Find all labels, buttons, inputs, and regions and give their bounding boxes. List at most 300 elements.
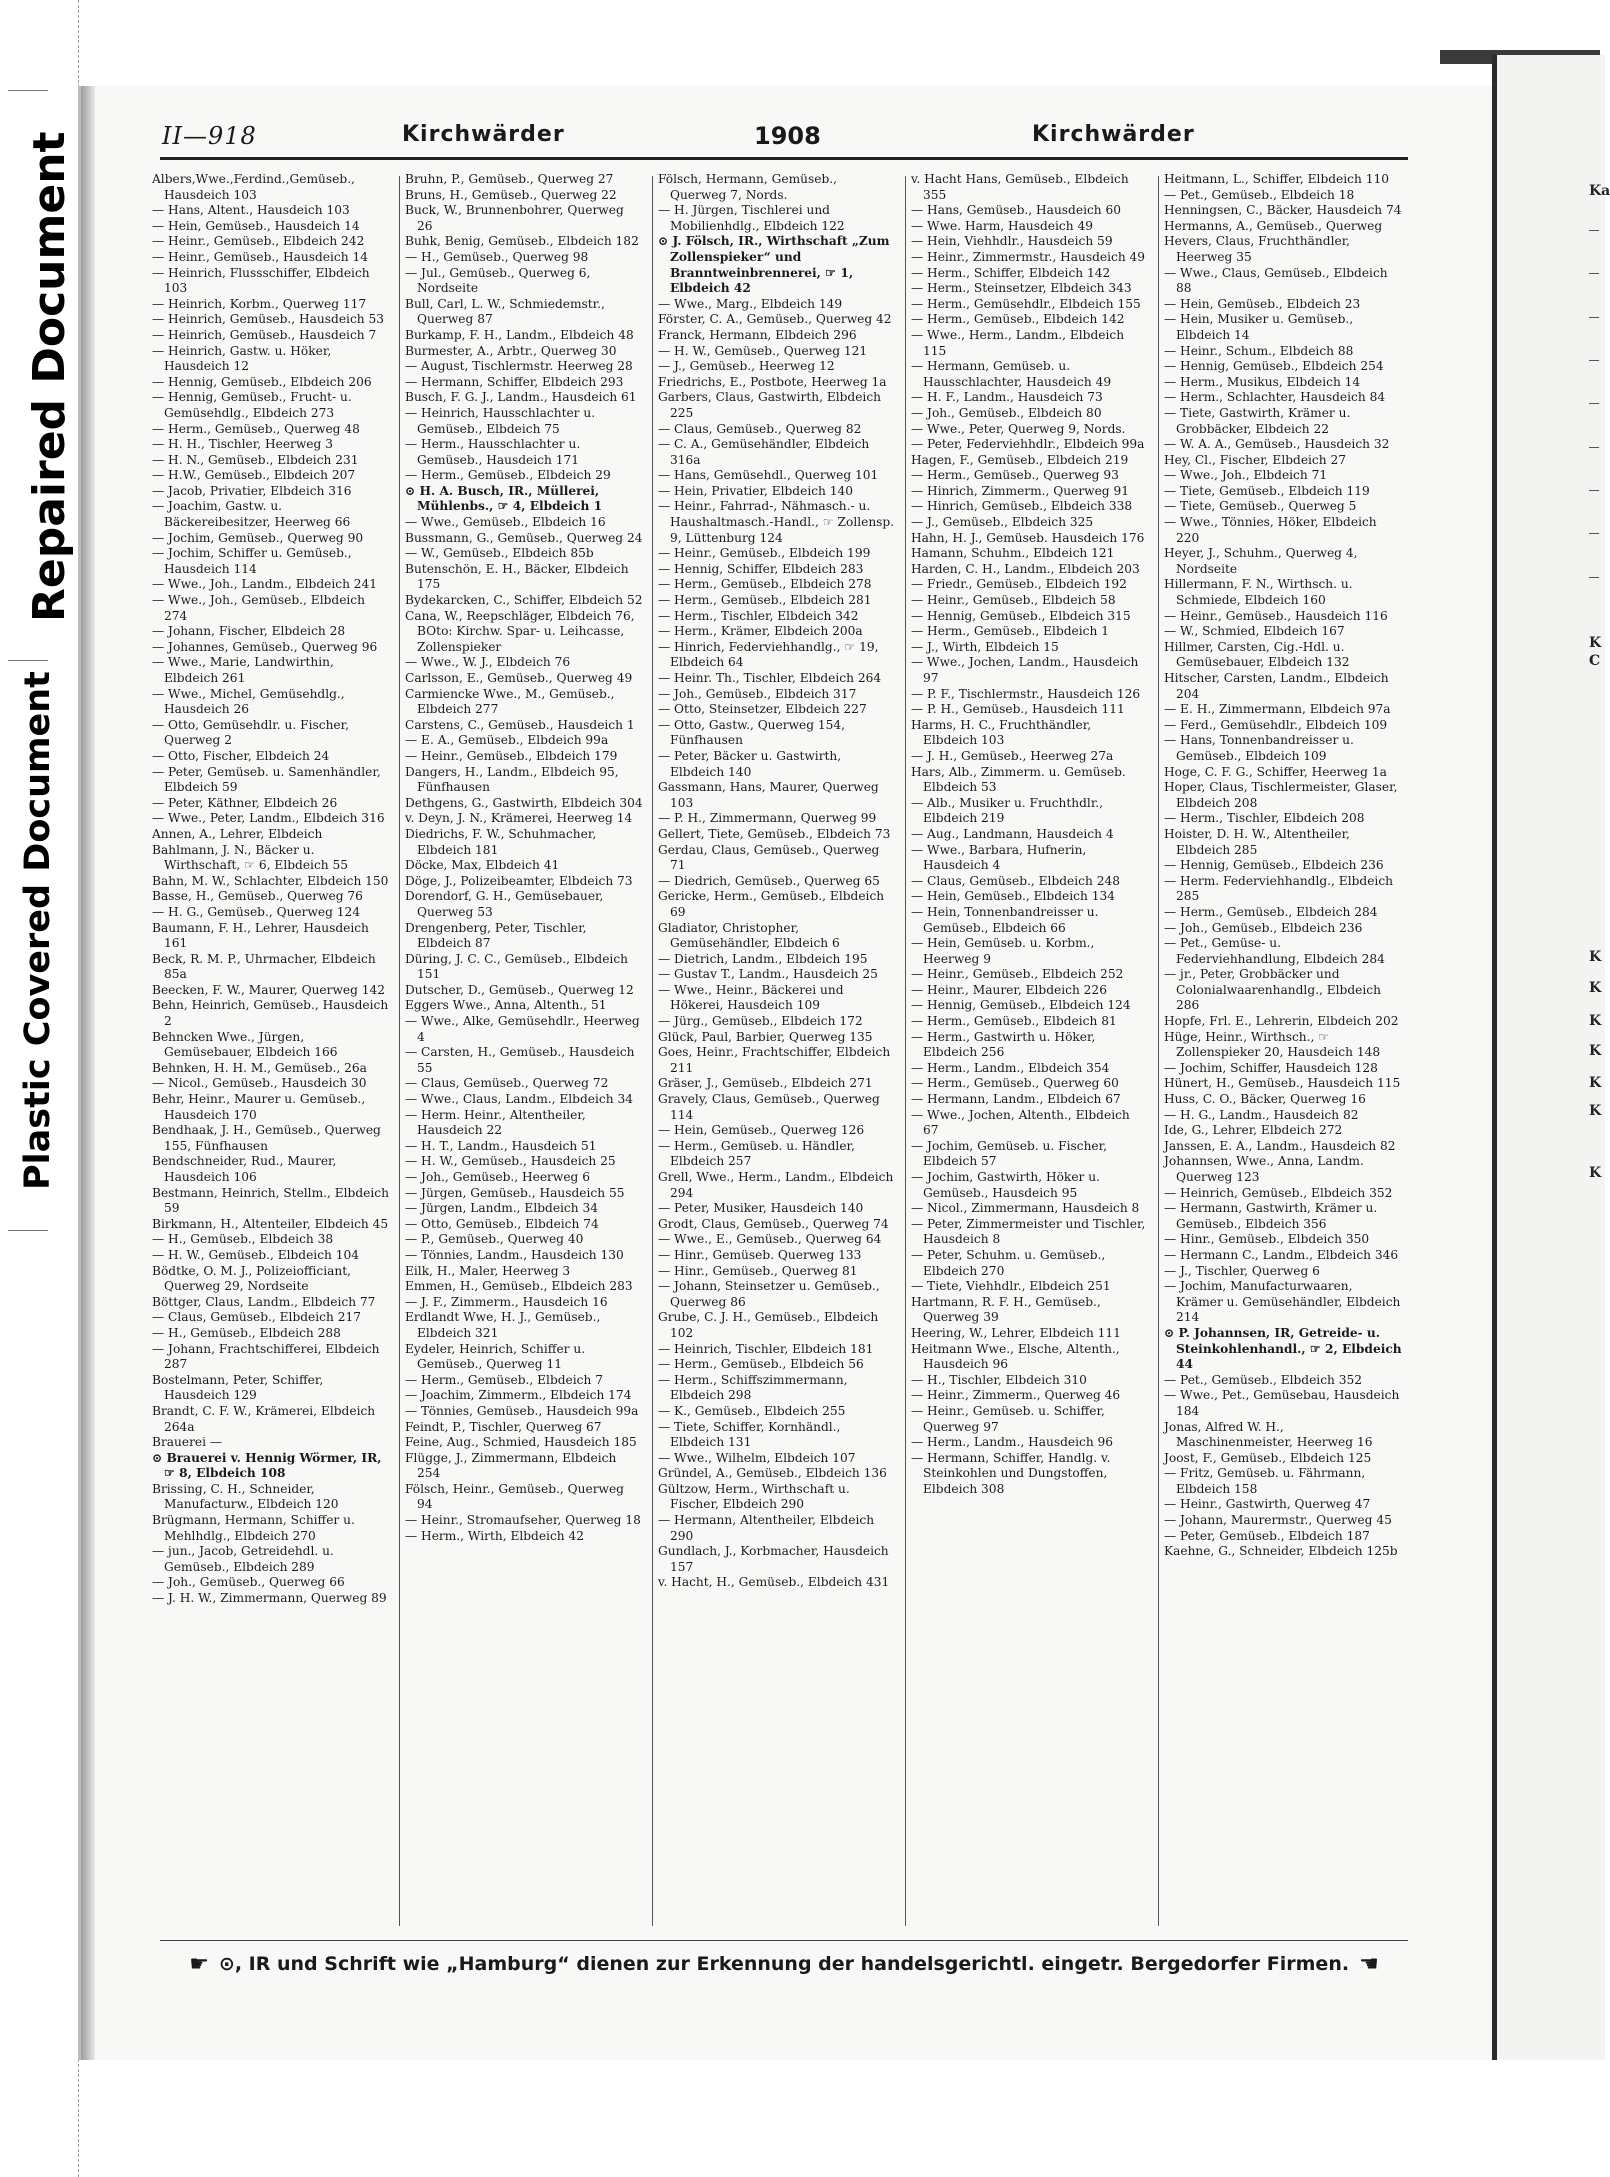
directory-entry: Goes, Heinr., Frachtschiffer, Elbdeich 211: [658, 1045, 891, 1075]
neighbor-dash: [1589, 403, 1599, 404]
directory-entry: — Hein, Musiker u. Gemüseb., Elbdeich 14: [1164, 312, 1354, 342]
directory-entry: Gerdau, Claus, Gemüseb., Querweg 71: [658, 842, 880, 873]
directory-entry: — Herm., Schiffer, Elbdeich 142: [911, 265, 1111, 280]
directory-entry: Buhk, Benig, Gemüseb., Elbdeich 182: [405, 234, 639, 249]
directory-entry: Gericke, Herm., Gemüseb., Elbdeich 69: [658, 889, 885, 919]
directory-entry: Gassmann, Hans, Maurer, Querweg 103: [658, 780, 879, 810]
directory-entry: Düring, J. C. C., Gemüseb., Elbdeich 151: [405, 951, 629, 982]
directory-entry: Buck, W., Brunnenbohrer, Querweg 26: [405, 203, 624, 233]
directory-entry: Gründel, A., Gemüseb., Elbdeich 136: [658, 1466, 887, 1481]
directory-entry: — Hans, Gemüseb., Hausdeich 60: [911, 203, 1122, 218]
directory-entry: Baumann, F. H., Lehrer, Hausdeich 161: [152, 920, 369, 951]
directory-entry: Ide, G., Lehrer, Elbdeich 272: [1164, 1123, 1343, 1138]
directory-entry: Beecken, F. W., Maurer, Querweg 142: [152, 982, 386, 997]
directory-entry: — Herm., Krämer, Elbdeich 200a: [658, 624, 863, 639]
directory-entry: — Herm., Gemüseb., Elbdeich 142: [911, 312, 1125, 327]
directory-entry: Heyer, J., Schuhm., Querweg 4, Nordseite: [1164, 546, 1358, 576]
directory-entry: Carmiencke Wwe., M., Gemüseb., Elbdeich 277: [405, 686, 615, 717]
directory-entry: — Hennig, Gemüseb., Elbdeich 206: [152, 374, 372, 389]
directory-entry: — Hennig, Gemüseb., Elbdeich 124: [911, 998, 1131, 1013]
directory-entry: — Heinrich, Gemüseb., Hausdeich 53: [152, 312, 385, 327]
directory-entry: — Jochim, Schiffer, Hausdeich 128: [1164, 1060, 1378, 1075]
directory-entry: v. Deyn, J. N., Krämerei, Heerweg 14: [405, 811, 633, 826]
directory-entry: — Herm., Gastwirth u. Höker, Elbdeich 256: [911, 1029, 1096, 1060]
directory-entry: Garbers, Claus, Gastwirth, Elbdeich 225: [658, 390, 881, 420]
directory-entry: Heitmann Wwe., Elsche, Altenth., Hausdeich 96: [911, 1341, 1120, 1372]
directory-entry: Dutscher, D., Gemüseb., Querweg 12: [405, 982, 634, 997]
directory-entry: — Hennig, Gemüseb., Elbdeich 254: [1164, 359, 1384, 374]
directory-entry: — H., Tischler, Elbdeich 310: [911, 1372, 1087, 1387]
directory-entry: — C. A., Gemüsehändler, Elbdeich 316a: [658, 437, 870, 467]
directory-entry: — Hermann, Landm., Elbdeich 67: [911, 1092, 1121, 1107]
directory-entry: — Herm., Gemüseb., Elbdeich 7: [405, 1372, 603, 1387]
directory-entry: Beck, R. M. P., Uhrmacher, Elbdeich 85a: [152, 951, 376, 982]
directory-entry: — Claus, Gemüseb., Querweg 72: [405, 1076, 609, 1091]
directory-entry: Bostelmann, Peter, Schiffer, Hausdeich 129: [152, 1372, 324, 1403]
header-place-left: Kirchwärder: [402, 122, 565, 147]
directory-entry: — Hein, Gemüseb., Querweg 126: [658, 1123, 865, 1138]
directory-entry: — P. F., Tischlermstr., Hausdeich 126: [911, 686, 1141, 701]
directory-entry: — Heinr., Stromaufseher, Querweg 18: [405, 1513, 641, 1528]
directory-entry: — P., Gemüseb., Querweg 40: [405, 1232, 584, 1247]
directory-entry: — E. H., Zimmermann, Elbdeich 97a: [1164, 702, 1391, 717]
directory-entry: Grodt, Claus, Gemüseb., Querweg 74: [658, 1216, 889, 1231]
directory-entry: Glück, Paul, Barbier, Querweg 135: [658, 1029, 873, 1044]
directory-entry: Eilk, H., Maler, Heerweg 3: [405, 1263, 571, 1278]
directory-entry: — Joachim, Gastw. u. Bäckereibesitzer, Heerweg 66: [152, 499, 351, 530]
neighbor-dash: [1589, 273, 1599, 274]
directory-entry: — Otto, Gemüseb., Elbdeich 74: [405, 1216, 599, 1231]
directory-entry: — Johann, Maurermstr., Querweg 45: [1164, 1513, 1392, 1528]
directory-entry: — Joachim, Zimmerm., Elbdeich 174: [405, 1388, 632, 1403]
directory-entry: — Heinr., Fahrrad-, Nähmasch.- u. Haushaltmasch.-Handl., ☞ Zollensp. 9, Lüttenburg 124: [658, 499, 895, 545]
directory-entry: — Heinr., Gemüseb., Elbdeich 252: [911, 967, 1124, 982]
header-rule: [160, 157, 1408, 160]
directory-column-1: [152, 172, 390, 1932]
column-divider: [652, 176, 653, 1926]
directory-entry: Dorendorf, G. H., Gemüsebauer, Querweg 53: [405, 889, 604, 919]
repaired-document-label: Repaired Document: [24, 131, 75, 622]
directory-entry: — Wwe., Marg., Elbdeich 149: [658, 296, 843, 311]
directory-entry: Brauerei —: [152, 1435, 223, 1450]
directory-entry: Heitmann, L., Schiffer, Elbdeich 110: [1164, 172, 1389, 186]
page-header: [162, 122, 1407, 156]
directory-entry: Annen, A., Lehrer, Elbdeich: [152, 826, 323, 841]
directory-entry: — Hinr., Gemüseb., Querweg 81: [658, 1263, 858, 1278]
directory-column-2: [405, 172, 643, 1932]
directory-entry: — J., Tischler, Querweg 6: [1164, 1263, 1320, 1278]
directory-entry: — Herm., Schlachter, Hausdeich 84: [1164, 390, 1386, 405]
directory-entry: Hitscher, Carsten, Landm., Elbdeich 204: [1164, 671, 1389, 701]
directory-entry: — Tiete, Gemüseb., Querweg 5: [1164, 499, 1357, 514]
directory-entry: Brandt, C. F. W., Krämerei, Elbdeich 264a: [152, 1403, 376, 1434]
directory-entry: Hillermann, F. N., Wirthsch. u. Schmiede, Elbdeich 160: [1164, 577, 1353, 608]
directory-entry: — Heinr., Maurer, Elbdeich 226: [911, 982, 1107, 997]
directory-entry: Emmen, H., Gemüseb., Elbdeich 283: [405, 1279, 633, 1294]
directory-entry: — Jürgen, Landm., Elbdeich 34: [405, 1201, 598, 1216]
directory-entry: Bahn, M. W., Schlachter, Elbdeich 150: [152, 873, 389, 888]
directory-entry: — Herm., Musikus, Elbdeich 14: [1164, 374, 1361, 389]
directory-entry: Drengenberg, Peter, Tischler, Elbdeich 87: [405, 920, 587, 951]
directory-entry: — Otto, Gemüsehdlr. u. Fischer, Querweg 2: [152, 717, 349, 748]
directory-entry: — Heinrich, Flussschiffer, Elbdeich 103: [152, 265, 370, 296]
directory-entry: — Nicol., Gemüseb., Hausdeich 30: [152, 1076, 367, 1091]
directory-entry: Bahlmann, J. N., Bäcker u. Wirthschaft, ☞ 6, Elbdeich 55: [152, 842, 349, 873]
directory-entry: — J. H., Gemüseb., Heerweg 27a: [911, 748, 1114, 763]
directory-entry: — Tiete, Gemüseb., Elbdeich 119: [1164, 483, 1370, 498]
directory-entry: Fölsch, Heinr., Gemüseb., Querweg 94: [405, 1481, 624, 1512]
neighbor-dash: [1589, 490, 1599, 491]
directory-entry: Bruhn, P., Gemüseb., Querweg 27: [405, 172, 614, 186]
directory-entry: — Jacob, Privatier, Elbdeich 316: [152, 483, 352, 498]
neighbor-letter: K: [1589, 1013, 1602, 1029]
directory-entry: Eydeler, Heinrich, Schiffer u. Gemüseb., Querweg 11: [405, 1341, 586, 1372]
directory-entry: — Hermann, Gemüseb. u. Hausschlachter, Hausdeich 49: [911, 359, 1112, 389]
directory-entry: — Claus, Gemüseb., Elbdeich 248: [911, 873, 1120, 888]
directory-entry: — Wwe., Barbara, Hufnerin, Hausdeich 4: [911, 842, 1087, 873]
directory-entry: — H. F., Landm., Hausdeich 73: [911, 390, 1103, 405]
directory-entry: — H. T., Landm., Hausdeich 51: [405, 1138, 597, 1153]
directory-entry: Döcke, Max, Elbdeich 41: [405, 858, 560, 873]
directory-entry: Gellert, Tiete, Gemüseb., Elbdeich 73: [658, 826, 891, 841]
directory-entry: — Wwe., Peter, Querweg 9, Nords.: [911, 421, 1126, 436]
directory-entry: — Wwe., Joh., Elbdeich 71: [1164, 468, 1328, 483]
directory-entry: — August, Tischlermstr. Heerweg 28: [405, 359, 633, 374]
directory-entry: — Hein, Privatier, Elbdeich 140: [658, 483, 854, 498]
directory-entry: Bödtke, O. M. J., Polizeiofficiant, Querweg 29, Nordseite: [152, 1263, 352, 1294]
directory-entry: Döge, J., Polizeibeamter, Elbdeich 73: [405, 873, 633, 888]
directory-entry: — jun., Jacob, Getreidehdl. u. Gemüseb., Elbdeich 289: [152, 1544, 334, 1574]
directory-entry: — Heinr., Zimmerm., Querweg 46: [911, 1388, 1121, 1403]
directory-entry: — Hermann C., Landm., Elbdeich 346: [1164, 1247, 1399, 1262]
directory-entry: Hopfe, Frl. E., Lehrerin, Elbdeich 202: [1164, 1014, 1399, 1029]
directory-entry: — Pet., Gemüseb., Elbdeich 18: [1164, 187, 1355, 202]
directory-entry: Cana, W., Reepschläger, Elbdeich 76, BOto: Kirchw. Spar- u. Leihcasse, Zollenspieker: [405, 608, 635, 654]
directory-entry: — Herm., Gemüseb., Querweg 48: [152, 421, 360, 436]
directory-entry: — Hinrich, Gemüseb., Elbdeich 338: [911, 499, 1133, 514]
directory-entry: — Tiete, Viehhdlr., Elbdeich 251: [911, 1279, 1111, 1294]
directory-entry: — Hein, Viehhdlr., Hausdeich 59: [911, 234, 1113, 249]
directory-entry: — Wwe., Tönnies, Höker, Elbdeich 220: [1164, 515, 1377, 545]
directory-entry: Friedrichs, E., Postbote, Heerweg 1a: [658, 374, 887, 389]
directory-entry: — Herm., Hausschlachter u. Gemüseb., Hausdeich 171: [405, 437, 581, 467]
directory-entry: — Hennig, Schiffer, Elbdeich 283: [658, 561, 864, 576]
directory-entry: Bendhaak, J. H., Gemüseb., Querweg 155, Fünfhausen: [152, 1123, 381, 1153]
directory-entry: Hahn, H. J., Gemüseb. Hausdeich 176: [911, 530, 1145, 545]
directory-entry: Birkmann, H., Altenteiler, Elbdeich 45: [152, 1216, 389, 1231]
directory-entry: — Wwe., Wilhelm, Elbdeich 107: [658, 1450, 856, 1465]
neighbor-letter: K: [1589, 1165, 1602, 1181]
directory-entry: — Heinrich, Gemüseb., Hausdeich 7: [152, 327, 377, 342]
directory-entry: — Heinr., Zimmermstr., Hausdeich 49: [911, 249, 1146, 264]
directory-entry: — K., Gemüseb., Elbdeich 255: [658, 1403, 846, 1418]
directory-entry: — Peter, Musiker, Hausdeich 140: [658, 1201, 864, 1216]
directory-entry: — Wwe., Joh., Landm., Elbdeich 241: [152, 577, 378, 592]
directory-entry: — Heinr., Gemüseb., Elbdeich 179: [405, 748, 618, 763]
directory-entry: — H. Jürgen, Tischlerei und Mobilienhdlg., Elbdeich 122: [658, 203, 845, 233]
directory-column-3: [658, 172, 896, 1932]
directory-entry: — Otto, Fischer, Elbdeich 24: [152, 748, 330, 763]
directory-entry: — Heinr., Gemüseb. u. Schiffer, Querweg 97: [911, 1403, 1105, 1434]
margin-tick: [8, 90, 48, 91]
directory-entry: Hartmann, R. F. H., Gemüseb., Querweg 39: [911, 1294, 1101, 1325]
directory-entry: Hillmer, Carsten, Cig.-Hdl. u. Gemüsebauer, Elbdeich 132: [1164, 639, 1350, 670]
margin-tick: [8, 660, 48, 661]
directory-entry: — E. A., Gemüseb., Elbdeich 99a: [405, 733, 609, 748]
neighbor-page-edge: [1492, 55, 1610, 2060]
page-footer: [160, 1944, 1408, 1984]
directory-entry: Hoge, C. F. G., Schiffer, Heerweg 1a: [1164, 764, 1387, 779]
directory-entry: — Wwe., Jochen, Altenth., Elbdeich 67: [911, 1107, 1130, 1138]
directory-entry: — Claus, Gemüseb., Querweg 82: [658, 421, 862, 436]
directory-entry: — Hermann, Schiffer, Elbdeich 293: [405, 374, 624, 389]
directory-entry: Hars, Alb., Zimmerm. u. Gemüseb. Elbdeich 53: [911, 764, 1126, 795]
neighbor-letter: K: [1589, 1075, 1602, 1091]
directory-entry: — Wwe., Peter, Landm., Elbdeich 316: [152, 811, 385, 826]
directory-entry: — Johannes, Gemüseb., Querweg 96: [152, 639, 378, 654]
directory-entry: Burmester, A., Arbtr., Querweg 30: [405, 343, 617, 358]
directory-entry: — Herm., Gemüseb., Querweg 60: [911, 1076, 1119, 1091]
directory-entry: Grube, C. J. H., Gemüseb., Elbdeich 102: [658, 1310, 879, 1340]
directory-entry: Gundlach, J., Korbmacher, Hausdeich 157: [658, 1544, 889, 1574]
directory-entry: — Diedrich, Gemüseb., Querweg 65: [658, 873, 880, 888]
directory-entry: — Hans, Altent., Hausdeich 103: [152, 203, 350, 218]
directory-entry: Förster, C. A., Gemüseb., Querweg 42: [658, 312, 892, 327]
directory-entry: — Hermann, Gastwirth, Krämer u. Gemüseb., Elbdeich 356: [1164, 1201, 1378, 1231]
directory-entry: — Wwe., Heinr., Bäckerei und Hökerei, Hausdeich 109: [658, 982, 844, 1013]
directory-entry: — Wwe., Alke, Gemüsehdlr., Heerweg 4: [405, 1014, 640, 1044]
directory-entry: — H. N., Gemüseb., Elbdeich 231: [152, 452, 359, 467]
directory-entry: — Pet., Gemüse- u. Federviehhandlung, Elbdeich 284: [1164, 936, 1385, 966]
neighbor-letter: K: [1589, 949, 1602, 965]
directory-entry: — J., Gemüseb., Elbdeich 325: [911, 515, 1094, 530]
directory-entry: — P. H., Zimmermann, Querweg 99: [658, 811, 877, 826]
directory-entry: Hüge, Heinr., Wirthsch., ☞ Zollenspieker 20, Hausdeich 148: [1164, 1029, 1381, 1060]
directory-entry: Janssen, E. A., Landm., Hausdeich 82: [1164, 1138, 1396, 1153]
header-place-right: Kirchwärder: [1032, 122, 1195, 147]
directory-entry: — Herm., Landm., Elbdeich 354: [911, 1060, 1110, 1075]
directory-column-4: [911, 172, 1149, 1932]
directory-entry: — Heinrich, Gemüseb., Elbdeich 352: [1164, 1185, 1393, 1200]
directory-entry: Busch, F. G. J., Landm., Hausdeich 61: [405, 390, 637, 405]
directory-entry: — Dietrich, Landm., Elbdeich 195: [658, 951, 868, 966]
directory-entry: — H. G., Landm., Hausdeich 82: [1164, 1107, 1359, 1122]
directory-entry: Böttger, Claus, Landm., Elbdeich 77: [152, 1294, 376, 1309]
directory-entry: Behncken Wwe., Jürgen, Gemüsebauer, Elbdeich 166: [152, 1029, 338, 1060]
directory-columns: [152, 172, 1412, 1932]
directory-entry: — Hinrich, Federviehhandlg., ☞ 19, Elbdeich 64: [658, 639, 879, 670]
directory-entry: — Jürgen, Gemüseb., Hausdeich 55: [405, 1185, 625, 1200]
directory-entry: Albers,Wwe.,Ferdind.,Gemüseb., Hausdeich 103: [152, 172, 355, 202]
directory-entry: — Herm., Gemüseb., Elbdeich 1: [911, 624, 1109, 639]
directory-entry: Diedrichs, F. W., Schuhmacher, Elbdeich 181: [405, 826, 597, 857]
directory-entry: — W., Schmied, Elbdeich 167: [1164, 624, 1345, 639]
directory-entry: — Wwe., Michel, Gemüsehdlg., Hausdeich 26: [152, 686, 345, 717]
directory-entry: — Tiete, Schiffer, Kornhändl., Elbdeich 131: [658, 1419, 841, 1450]
directory-entry: — Carsten, H., Gemüseb., Hausdeich 55: [405, 1045, 635, 1075]
directory-entry: — J. F., Zimmerm., Hausdeich 16: [405, 1294, 608, 1309]
directory-entry: Dangers, H., Landm., Elbdeich 95, Fünfhausen: [405, 764, 619, 795]
directory-entry: Dethgens, G., Gastwirth, Elbdeich 304: [405, 795, 643, 810]
pointing-hand-left-icon: ☚: [1359, 1951, 1379, 1977]
directory-entry: Harms, H. C., Fruchthändler, Elbdeich 103: [911, 717, 1092, 748]
neighbor-dash: [1589, 447, 1599, 448]
directory-entry: — Tönnies, Landm., Hausdeich 130: [405, 1247, 624, 1262]
directory-entry: Huss, C. O., Bäcker, Querweg 16: [1164, 1092, 1366, 1107]
directory-entry: Franck, Hermann, Elbdeich 296: [658, 327, 857, 342]
directory-entry: Hoper, Claus, Tischlermeister, Glaser, Elbdeich 208: [1164, 780, 1398, 810]
directory-entry: — Jul., Gemüseb., Querweg 6, Nordseite: [405, 265, 591, 296]
directory-entry: — Heinr., Gemüseb., Elbdeich 242: [152, 234, 365, 249]
directory-entry: — Hein, Gemüseb., Elbdeich 23: [1164, 296, 1361, 311]
directory-entry: — Herm. Federviehhandlg., Elbdeich 285: [1164, 873, 1393, 904]
directory-entry: Behnken, H. H. M., Gemüseb., 26a: [152, 1060, 367, 1075]
directory-entry: — jr., Peter, Grobbäcker und Colonialwaarenhandlg., Elbdeich 286: [1164, 967, 1381, 1013]
directory-entry: Basse, H., Gemüseb., Querweg 76: [152, 889, 363, 904]
directory-entry: Harden, C. H., Landm., Elbdeich 203: [911, 561, 1140, 576]
margin-tick: [8, 1230, 48, 1231]
directory-entry: Bestmann, Heinrich, Stellm., Elbdeich 59: [152, 1185, 389, 1216]
directory-entry: — Heinr., Gemüseb., Hausdeich 116: [1164, 608, 1388, 623]
directory-entry: Brissing, C. H., Schneider, Manufacturw., Elbdeich 120: [152, 1481, 339, 1512]
directory-entry: — P. H., Gemüseb., Hausdeich 111: [911, 702, 1125, 717]
directory-entry: Gravely, Claus, Gemüseb., Querweg 114: [658, 1092, 880, 1122]
directory-entry: Kaehne, G., Schneider, Elbdeich 125b: [1164, 1544, 1398, 1559]
directory-entry: — Hennig, Gemüseb., Frucht- u. Gemüsehdlg., Elbdeich 273: [152, 390, 352, 420]
directory-entry: — Herm., Steinsetzer, Elbdeich 343: [911, 281, 1132, 296]
directory-entry: — Aug., Landmann, Hausdeich 4: [911, 826, 1114, 841]
directory-entry: — H. G., Gemüseb., Querweg 124: [152, 904, 361, 919]
directory-entry: — Wwe., Jochen, Landm., Hausdeich 97: [911, 655, 1139, 685]
directory-entry: — Heinrich, Hausschlachter u. Gemüseb., Elbdeich 75: [405, 405, 596, 436]
directory-entry: — Wwe., W. J., Elbdeich 76: [405, 655, 571, 670]
directory-entry: — Joh., Gemüseb., Heerweg 6: [405, 1170, 590, 1184]
directory-entry: Hamann, Schuhm., Elbdeich 121: [911, 546, 1115, 561]
directory-entry: Jonas, Alfred W. H., Maschinenmeister, Heerweg 16: [1164, 1419, 1373, 1450]
directory-entry: — Herm., Gemüseb., Elbdeich 284: [1164, 904, 1378, 919]
directory-entry: — Claus, Gemüseb., Elbdeich 217: [152, 1310, 361, 1325]
directory-entry: — Hinr., Gemüseb., Elbdeich 350: [1164, 1232, 1370, 1247]
directory-entry: — W. A. A., Gemüseb., Hausdeich 32: [1164, 437, 1390, 452]
directory-entry: Burkamp, F. H., Landm., Elbdeich 48: [405, 327, 634, 342]
neighbor-letter: C: [1589, 653, 1601, 669]
directory-entry: — Herm., Gemüseb., Elbdeich 56: [658, 1357, 864, 1372]
directory-entry: — Peter, Käthner, Elbdeich 26: [152, 795, 338, 810]
directory-entry: Bruns, H., Gemüseb., Querweg 22: [405, 187, 617, 202]
directory-entry: — Wwe., Pet., Gemüsebau, Hausdeich 184: [1164, 1388, 1400, 1418]
directory-entry: Behn, Heinrich, Gemüseb., Hausdeich 2: [152, 998, 389, 1029]
neighbor-dash: [1589, 230, 1599, 231]
directory-entry: — Heinrich, Gastw. u. Höker, Hausdeich 12: [152, 343, 332, 374]
directory-entry: — Hennig, Gemüseb., Elbdeich 315: [911, 608, 1131, 623]
directory-entry: — Herm., Wirth, Elbdeich 42: [405, 1528, 585, 1543]
neighbor-letter: K: [1589, 980, 1602, 996]
directory-entry: Behr, Heinr., Maurer u. Gemüseb., Hausdeich 170: [152, 1092, 366, 1122]
directory-entry: — Heinrich, Tischler, Elbdeich 181: [658, 1341, 874, 1356]
directory-entry: — Hennig, Gemüseb., Elbdeich 236: [1164, 858, 1384, 873]
neighbor-dash: [1589, 577, 1599, 578]
directory-entry: — Ferd., Gemüsehdlr., Elbdeich 109: [1164, 717, 1388, 732]
directory-entry: — Peter, Gemüseb., Elbdeich 187: [1164, 1528, 1370, 1543]
neighbor-dash: [1589, 317, 1599, 318]
neighbor-letter: Ka: [1589, 183, 1610, 199]
directory-entry: — H. H., Tischler, Heerweg 3: [152, 437, 333, 452]
directory-entry: Joost, F., Gemüseb., Elbdeich 125: [1164, 1450, 1372, 1465]
directory-entry: Hey, Cl., Fischer, Elbdeich 27: [1164, 452, 1346, 467]
neighbor-dash: [1589, 360, 1599, 361]
directory-entry: — Hinr., Gemüseb. Querweg 133: [658, 1247, 862, 1262]
directory-entry: — Wwe., Marie, Landwirthin, Elbdeich 261: [152, 655, 334, 685]
directory-entry: — Herm., Gemüseb., Elbdeich 278: [658, 577, 872, 592]
directory-entry: — Herm., Gemüseb. u. Händler, Elbdeich 257: [658, 1138, 855, 1169]
directory-entry: — Heinrich, Korbm., Querweg 117: [152, 296, 367, 311]
directory-entry: — Wwe., Herm., Landm., Elbdeich 115: [911, 327, 1125, 358]
directory-entry: Carstens, C., Gemüseb., Hausdeich 1: [405, 717, 635, 732]
directory-entry: — Wwe., Gemüseb., Elbdeich 16: [405, 515, 606, 530]
plastic-covered-label: Plastic Covered Document: [18, 671, 58, 1190]
directory-entry: — Wwe., E., Gemüseb., Querweg 64: [658, 1232, 882, 1247]
directory-entry: — Wwe., Claus, Gemüseb., Elbdeich 88: [1164, 265, 1388, 296]
footer-note: ⊙, IR und Schrift wie „Hamburg“ dienen zur Erkennung der handelsgerichtl. eingetr. Bergedorfer Firmen.: [218, 1953, 1350, 1975]
directory-entry: Feine, Aug., Schmied, Hausdeich 185: [405, 1435, 637, 1450]
directory-entry: — Joh., Gemüseb., Elbdeich 317: [658, 686, 857, 701]
directory-entry: Hagen, F., Gemüseb., Elbdeich 219: [911, 452, 1129, 467]
directory-entry: — Johann, Frachtschifferei, Elbdeich 287: [152, 1341, 380, 1372]
neighbor-letter: K: [1589, 1043, 1602, 1059]
directory-entry: — Herm. Heinr., Altentheiler, Hausdeich 22: [405, 1107, 586, 1138]
directory-entry: Hermanns, A., Gemüseb., Querweg: [1164, 218, 1383, 233]
directory-entry: — Hermann, Schiffer, Handlg. v. Steinkohlen und Dungstoffen, Elbdeich 308: [911, 1450, 1111, 1496]
directory-entry: — Tönnies, Gemüseb., Hausdeich 99a: [405, 1403, 639, 1418]
directory-entry: Flügge, J., Zimmermann, Elbdeich 254: [405, 1450, 617, 1481]
directory-entry: — Heinr., Gemüseb., Elbdeich 58: [911, 593, 1116, 608]
directory-entry: — H. W., Gemüseb., Hausdeich 25: [405, 1154, 616, 1169]
directory-entry: Fölsch, Hermann, Gemüseb., Querweg 7, Nords.: [658, 172, 838, 202]
directory-entry: Gültzow, Herm., Wirthschaft u. Fischer, Elbdeich 290: [658, 1481, 850, 1512]
directory-entry: — Otto, Gastw., Querweg 154, Fünfhausen: [658, 717, 846, 748]
directory-entry: — H. W., Gemüseb., Elbdeich 104: [152, 1247, 360, 1262]
neighbor-letter: K: [1589, 635, 1602, 651]
directory-entry: — Jochim, Manufacturwaaren, Krämer u. Gemüsehändler, Elbdeich 214: [1164, 1279, 1401, 1325]
directory-entry: — Friedr., Gemüseb., Elbdeich 192: [911, 577, 1127, 592]
directory-entry: Feindt, P., Tischler, Querweg 67: [405, 1419, 602, 1434]
directory-entry: — Herm., Tischler, Elbdeich 208: [1164, 811, 1365, 826]
directory-entry: — Peter, Federviehhdlr., Elbdeich 99a: [911, 437, 1145, 452]
directory-entry: — Jürg., Gemüseb., Elbdeich 172: [658, 1014, 863, 1029]
directory-entry: — Jochim, Schiffer u. Gemüseb., Hausdeich 114: [152, 546, 352, 576]
directory-entry: — H., Gemüseb., Elbdeich 288: [152, 1325, 341, 1340]
directory-entry: — Johann, Fischer, Elbdeich 28: [152, 624, 346, 639]
directory-entry: — Joh., Gemüseb., Elbdeich 236: [1164, 920, 1363, 935]
directory-entry: Hevers, Claus, Fruchthändler, Heerweg 35: [1164, 234, 1351, 264]
directory-entry: ⊙ H. A. Busch, IR., Müllerei, Mühlenbs., ☞ 4, Elbdeich 1: [405, 483, 603, 514]
directory-entry: Carlsson, E., Gemüseb., Querweg 49: [405, 671, 633, 685]
directory-entry: — Peter, Bäcker u. Gastwirth, Elbdeich 140: [658, 748, 842, 779]
directory-entry: — H., Gemüseb., Elbdeich 38: [152, 1232, 334, 1247]
directory-entry: — H., Gemüseb., Querweg 98: [405, 249, 589, 264]
directory-entry: — Hans, Tonnenbandreisser u. Gemüseb., Elbdeich 109: [1164, 733, 1354, 763]
directory-entry: ⊙ J. Fölsch, IR., Wirthschaft „Zum Zollenspieker“ und Branntweinbrennerei, ☞ 1, Elbdeich 42: [658, 234, 890, 296]
directory-entry: — Heinr., Gastwirth, Querweg 47: [1164, 1497, 1371, 1512]
column-divider: [1158, 176, 1159, 1926]
directory-column-5: [1164, 172, 1402, 1932]
directory-entry: — Joh., Gemüseb., Elbdeich 80: [911, 405, 1102, 420]
footer-rule: [160, 1940, 1408, 1941]
pointing-hand-right-icon: ☛: [189, 1951, 209, 1977]
directory-entry: — Pet., Gemüseb., Elbdeich 352: [1164, 1372, 1363, 1387]
directory-entry: — Wwe., Joh., Gemüseb., Elbdeich 274: [152, 593, 365, 623]
directory-entry: — Nicol., Zimmermann, Hausdeich 8: [911, 1201, 1140, 1216]
